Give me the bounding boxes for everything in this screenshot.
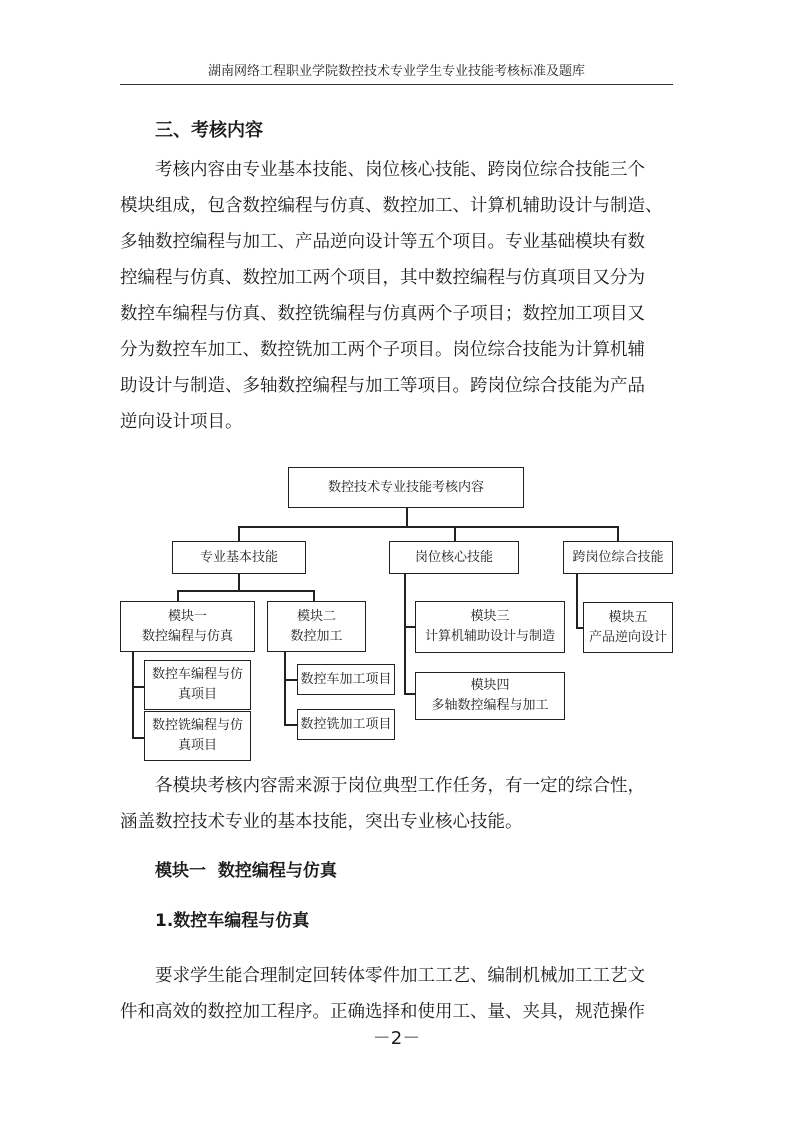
connector: [132, 686, 144, 688]
subitem-line: 数控铣编程与仿: [151, 718, 243, 733]
category-core-box: [389, 541, 519, 574]
body-line: 要求学生能合理制定回转体零件加工工艺、编制机械加工工艺文: [155, 966, 645, 986]
module-5-label: 模块五: [608, 609, 648, 625]
subitem-milling-machining-box: [297, 709, 395, 740]
module-4-box: [415, 672, 565, 720]
connector: [404, 626, 416, 628]
subitem-milling-programming-box: [144, 711, 251, 761]
subitem-line: 真项目: [177, 738, 217, 753]
subitem-line: 数控铣加工项目: [300, 716, 392, 732]
body-line: 各模块考核内容需来源于岗位典型工作任务，有一定的综合性，: [155, 776, 645, 796]
diagram-root-box: [288, 467, 524, 508]
connector: [404, 574, 406, 694]
connector: [132, 652, 134, 738]
intro-line: 模块组成，包含数控编程与仿真、数控加工、计算机辅助设计与制造、: [120, 196, 663, 216]
connector: [404, 693, 416, 695]
connector: [284, 724, 298, 726]
intro-line: 助设计与制造、多轴数控编程与加工等项目。跨岗位综合技能为产品: [120, 376, 645, 396]
body-line: 涵盖数控技术专业的基本技能，突出专业核心技能。: [120, 812, 523, 832]
module-3-label: 模块三: [470, 609, 510, 624]
subitem-line: 数控车编程与仿: [151, 667, 243, 682]
intro-line: 控编程与仿真、数控加工两个项目，其中数控编程与仿真项目又分为: [120, 268, 645, 288]
header-rule: [120, 84, 673, 85]
connector: [284, 679, 298, 681]
connector: [576, 574, 578, 628]
body-line: 件和高效的数控加工程序。正确选择和使用工、量、夹具，规范操作: [120, 1002, 645, 1022]
module-4-title: 多轴数控编程与加工: [431, 698, 549, 713]
module-2-title: 数控加工: [290, 628, 343, 644]
module-2-box: [267, 601, 366, 652]
module-4-label: 模块四: [470, 678, 510, 693]
subitem-lathe-programming-box: [144, 660, 251, 710]
subitem-lathe-machining-box: [297, 664, 395, 695]
connector: [132, 737, 144, 739]
category-cross-box: [563, 541, 673, 574]
module-1-title: 数控编程与仿真: [141, 628, 233, 644]
sub-heading: 1.数控车编程与仿真: [155, 911, 310, 931]
connector: [313, 590, 315, 602]
connector: [454, 526, 456, 542]
category-basic-label: 专业基本技能: [199, 549, 278, 565]
subitem-line: 数控车加工项目: [300, 671, 392, 687]
module-heading: 模块一 数控编程与仿真: [155, 861, 337, 881]
category-core-label: 岗位核心技能: [414, 549, 493, 565]
module-1-label: 模块一: [167, 608, 207, 624]
intro-paragraph: [120, 152, 673, 440]
intro-line: 考核内容由专业基本技能、岗位核心技能、跨岗位综合技能三个: [155, 160, 645, 180]
page-number: －2－: [372, 1028, 421, 1049]
module-1-box: [120, 601, 255, 652]
section-heading: 三、考核内容: [155, 120, 263, 141]
intro-line: 分为数控车加工、数控铣加工两个子项目。岗位综合技能为计算机辅: [120, 340, 645, 360]
category-cross-label: 跨岗位综合技能: [572, 549, 664, 565]
connector: [177, 590, 179, 602]
connector: [238, 526, 240, 542]
category-basic-box: [172, 541, 306, 574]
connector: [406, 508, 408, 526]
requirement-paragraph: [120, 958, 673, 1030]
connector: [177, 590, 314, 592]
module-5-title: 产品逆向设计: [588, 629, 667, 645]
connector: [238, 574, 240, 590]
connector: [617, 526, 619, 542]
module-2-label: 模块二: [296, 608, 336, 624]
connector: [576, 627, 584, 629]
module-5-box: [583, 602, 673, 653]
intro-line: 数控车编程与仿真、数控铣编程与仿真两个子项目；数控加工项目又: [120, 304, 645, 324]
connector: [284, 652, 286, 725]
diagram-root-label: 数控技术专业技能考核内容: [327, 479, 484, 495]
module-3-title: 计算机辅助设计与制造: [424, 629, 555, 644]
module-description-paragraph: [120, 768, 673, 840]
module-3-box: [415, 601, 565, 653]
connector: [238, 526, 618, 528]
subitem-line: 真项目: [177, 687, 217, 702]
intro-line: 逆向设计项目。: [120, 412, 243, 432]
intro-line: 多轴数控编程与加工、产品逆向设计等五个项目。专业基础模块有数: [120, 232, 645, 252]
running-header: 湖南网络工程职业学院数控技术专业学生专业技能考核标准及题库: [207, 64, 585, 79]
